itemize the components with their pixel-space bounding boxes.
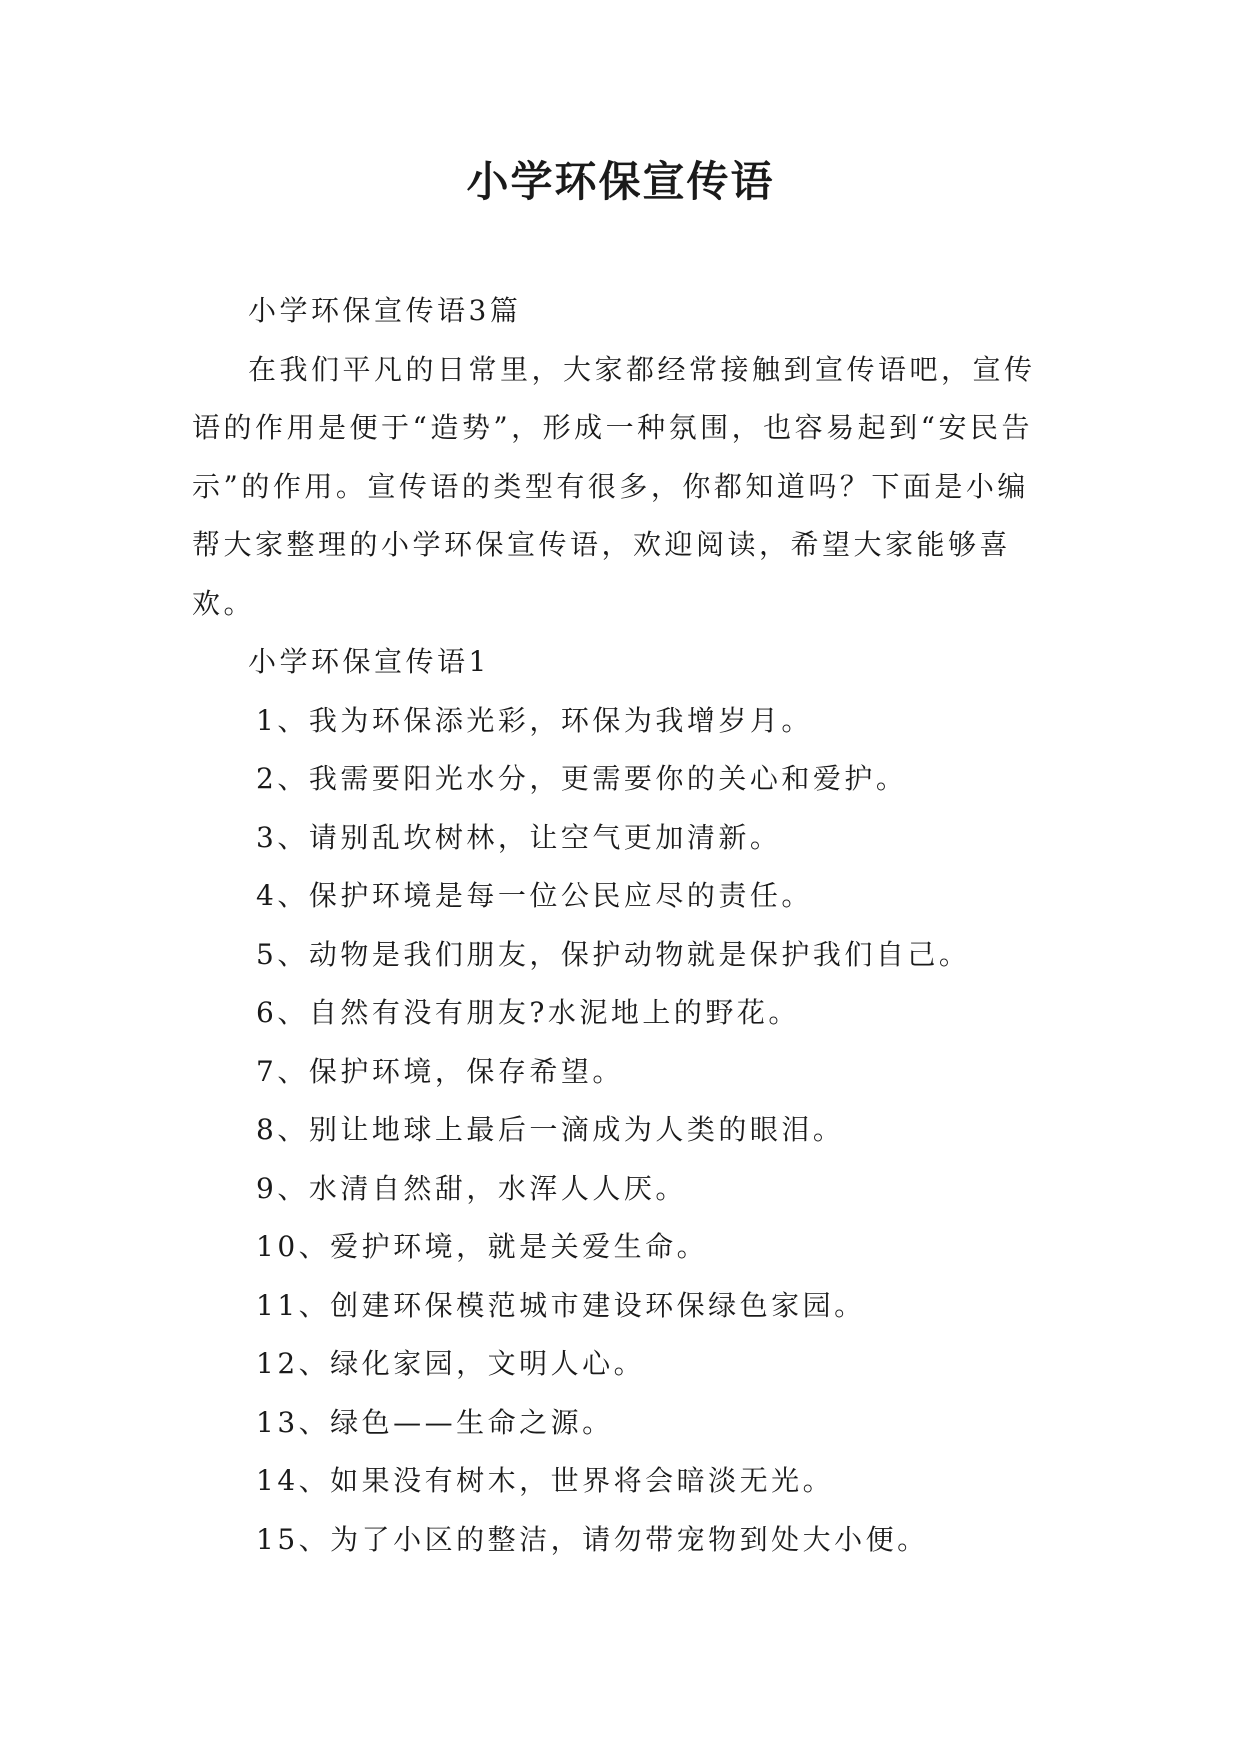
list-item: 15、为了小区的整洁，请勿带宠物到处大小便。 — [256, 1522, 929, 1556]
list-item: 6、自然有没有朋友?水泥地上的野花。 — [256, 996, 800, 1029]
list-item: 4、保护环境是每一位公民应尽的责任。 — [256, 879, 813, 912]
list-item: 14、如果没有树木，世界将会暗淡无光。 — [256, 1464, 835, 1497]
list-item: 2、我需要阳光水分，更需要你的关心和爱护。 — [256, 762, 908, 795]
document-body — [192, 282, 1050, 1569]
intro-paragraph: 在我们平凡的日常里，大家都经常接触到宣传语吧，宣传语的作用是便于“造势”，形成一种氛围，也容易起到“安民告示”的作用。宣传语的类型有很多，你都知道吗？下面是小编帮大家整理的小学环保宣传语，欢迎阅读，希望大家能够喜欢。 — [192, 352, 1036, 620]
section-heading: 小学环保宣传语1 — [248, 645, 490, 678]
list-item: 9、水清自然甜，水浑人人厌。 — [256, 1171, 687, 1205]
list-item: 10、爱护环境，就是关爱生命。 — [256, 1230, 709, 1263]
list-item: 11、创建环保模范城市建设环保绿色家园。 — [256, 1288, 866, 1322]
slogan-list — [192, 692, 1050, 1570]
list-item: 12、绿化家园，文明人心。 — [256, 1347, 646, 1380]
list-item: 1、我为环保添光彩，环保为我增岁月。 — [256, 703, 813, 737]
document-subtitle: 小学环保宣传语3篇 — [248, 294, 522, 327]
list-item: 7、保护环境，保存希望。 — [256, 1054, 624, 1088]
list-item: 13、绿色——生命之源。 — [256, 1405, 614, 1439]
list-item: 8、别让地球上最后一滴成为人类的眼泪。 — [256, 1113, 845, 1146]
document-title: 小学环保宣传语 — [466, 157, 775, 206]
list-item: 5、动物是我们朋友，保护动物就是保护我们自己。 — [256, 937, 971, 971]
list-item: 3、请别乱坎树林，让空气更加清新。 — [256, 820, 782, 854]
